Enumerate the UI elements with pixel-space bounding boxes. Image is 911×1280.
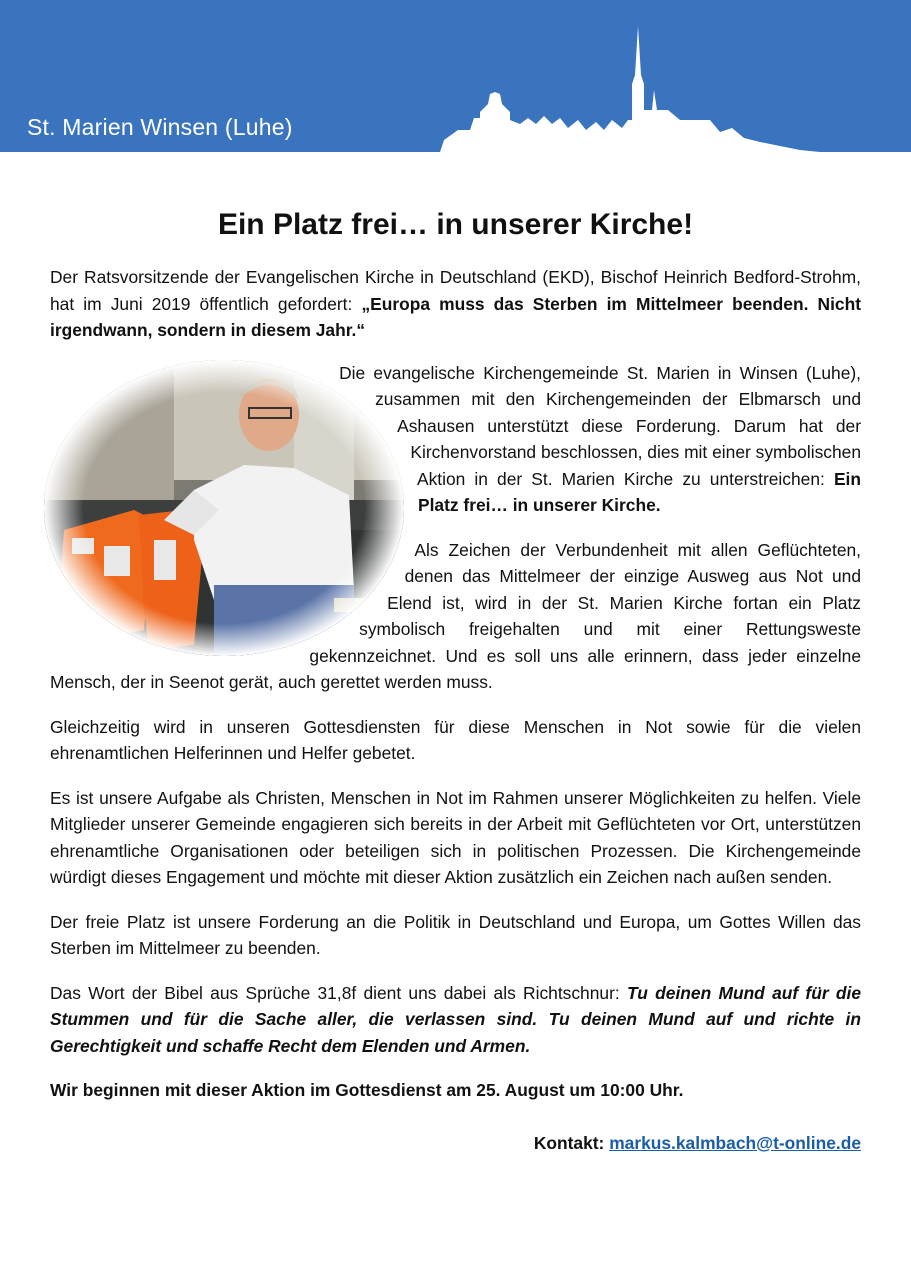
bible-quote: Tu deinen Mund auf für die Stummen und für die Sache aller, die verlassen sind. Tu deinen Mund auf und richte in Gerechtigkeit und schaffe Recht dem Elenden und Armen. [50,982,861,1056]
bible-paragraph [50,980,861,1060]
document-body [50,264,861,1156]
bible-intro: Das Wort der Bibel aus Sprüche 31,8f dient uns dabei als Richtschnur: [50,982,627,1003]
contact-email-link[interactable]: markus.kalmbach@t-online.de [609,1132,861,1153]
demand-paragraph: Der freie Platz ist unsere Forderung an die Politik in Deutschland und Europa, um Gottes Willen das Sterben im Mittelmeer zu beenden. [50,911,861,958]
support-slogan: Ein Platz frei… in unserer Kirche. [418,468,861,515]
contact-line [50,1130,861,1157]
task-paragraph: Es ist unsere Aufgabe als Christen, Menschen in Not im Rahmen unserer Möglichkeiten zu helfen. Viele Mitglieder unserer Gemeinde engagieren sich bereits in der Arbeit mit Geflüchteten vor Ort, unterstützen ehrenamtliche Organisationen oder beteiligen sich in politischen Prozessen. Die Kirchengemeinde würdigt dieses Engagement und möchte mit dieser Aktion zusätzlich ein Zeichen nach außen senden. [50,787,861,887]
start-announcement: Wir beginnen mit dieser Aktion im Gottesdienst am 25. August um 10:00 Uhr. [50,1080,684,1100]
contact-label: Kontakt: [533,1132,610,1153]
intro-text: Der Ratsvorsitzende der Evangelischen Kirche in Deutschland (EKD), Bischof Heinrich Bedford-Strohm, hat im Juni 2019 öffentlich gefordert: [50,267,861,314]
page-title: Ein Platz frei… in unserer Kirche! [217,208,694,241]
pastor-photo [44,360,404,656]
town-skyline-icon [440,20,820,152]
parish-name: St. Marien Winsen (Luhe) [27,114,293,140]
intro-paragraph [50,264,861,344]
solidarity-paragraph: Als Zeichen der Verbundenheit mit allen Geflüchteten, denen das Mittelmeer der einzige Ausweg aus Not und Elend ist, wird in der St. Marien Kirche fortan ein Platz symbolisch freigehalten und mit einer Rettungsweste gekennzeichnet. Und es soll uns alle erinnern, dass jeder einzelne Mensch, der in Seenot gerät, auch gerettet werden muss. [50,539,861,692]
header-banner [0,0,911,152]
intro-quote: „Europa muss das Sterben im Mittelmeer beenden. Nicht irgendwann, sondern in diesem Jahr.“ [50,293,861,340]
support-text: Die evangelische Kirchengemeinde St. Marien in Winsen (Luhe), zusammen mit den Kirchengemeinden der Elbmarsch und Ashausen unterstützt diese Forderung. Darum hat der Kirchenvorstand beschlossen, dies mit einer symbolischen Aktion in der St. Marien Kirche zu unterstreichen: [339,362,861,489]
prayer-paragraph: Gleichzeitig wird in unseren Gottesdiensten für diese Menschen in Not sowie für die vielen ehrenamtlichen Helferinnen und Helfer gebetet. [50,716,861,763]
